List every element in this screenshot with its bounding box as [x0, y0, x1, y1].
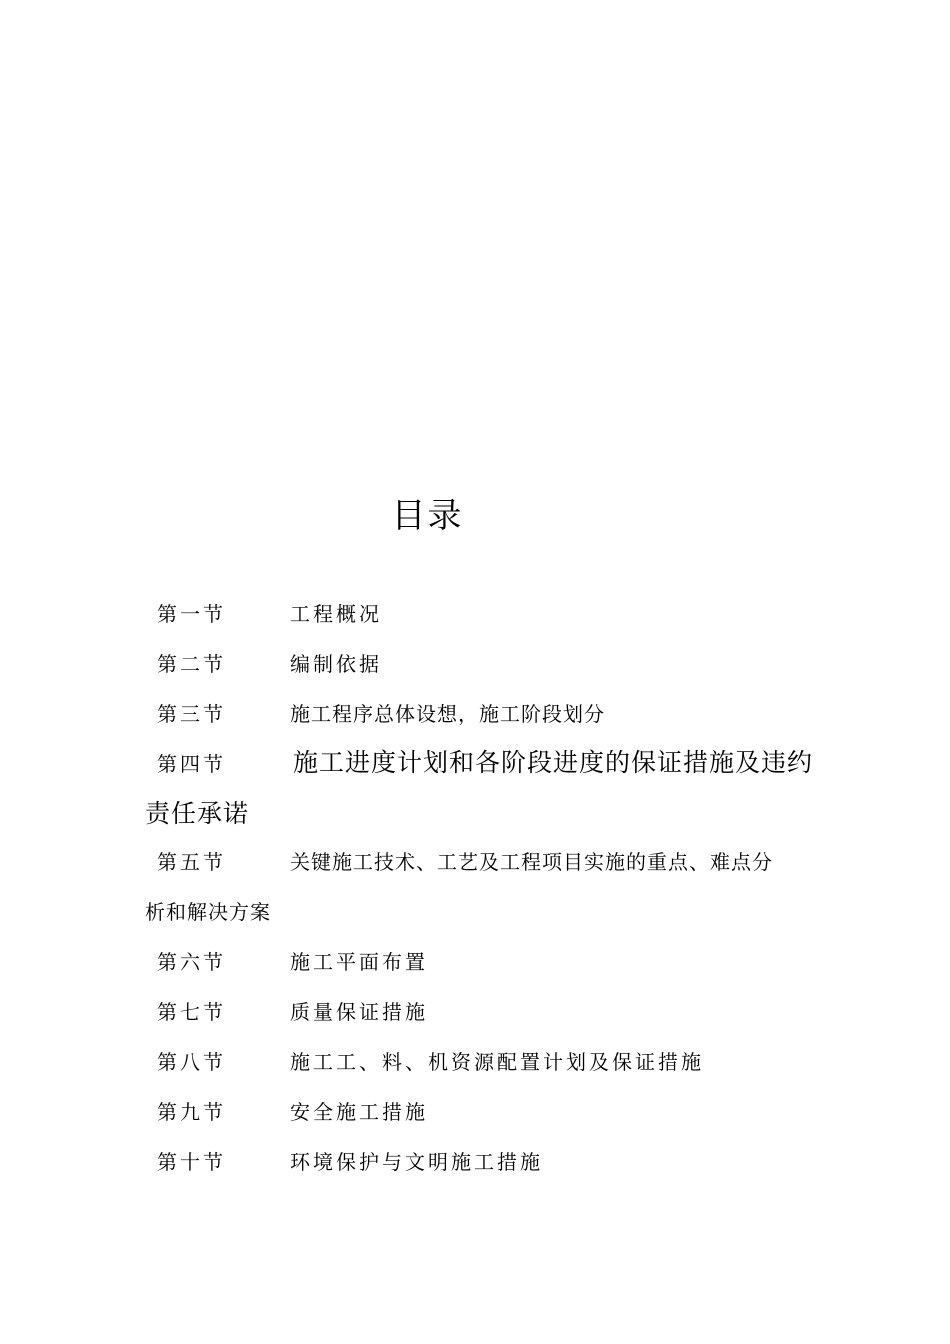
- toc-entry-number: 第九节: [157, 1100, 226, 1124]
- toc-entry-number: 第五节: [157, 850, 226, 874]
- toc-entry-4-continuation: 责任承诺: [145, 799, 250, 828]
- toc-entry-text: 质量保证措施: [290, 1000, 428, 1024]
- toc-title: 目录: [391, 496, 464, 536]
- toc-entry-number: 第八节: [157, 1050, 226, 1074]
- toc-entry-text: 施工进度计划和各阶段进度的保证措施及违约: [293, 748, 814, 777]
- toc-entry-text: 关键施工技术、工艺及工程项目实施的重点、难点分: [290, 850, 773, 874]
- toc-entry-5-continuation: 析和解决方案: [145, 900, 271, 924]
- toc-entry-number: 第六节: [157, 950, 226, 974]
- toc-entry-text: 工程概况: [290, 602, 382, 626]
- toc-entry-text: 施工工、料、机资源配置计划及保证措施: [290, 1050, 704, 1074]
- toc-entry-number: 第一节: [157, 602, 226, 626]
- toc-entry-number: 第七节: [157, 1000, 226, 1024]
- toc-entry-number: 第四节: [157, 752, 226, 776]
- toc-entry-text: 施工平面布置: [290, 950, 428, 974]
- toc-entry-text: 安全施工措施: [290, 1100, 428, 1124]
- toc-entry-text: 编制依据: [290, 652, 382, 676]
- toc-entry-number: 第二节: [157, 652, 226, 676]
- toc-entry-number: 第三节: [157, 702, 226, 726]
- toc-entry-number: 第十节: [157, 1150, 226, 1174]
- toc-entry-text: 施工程序总体设想，施工阶段划分: [290, 702, 605, 726]
- toc-entry-text: 环境保护与文明施工措施: [290, 1150, 543, 1174]
